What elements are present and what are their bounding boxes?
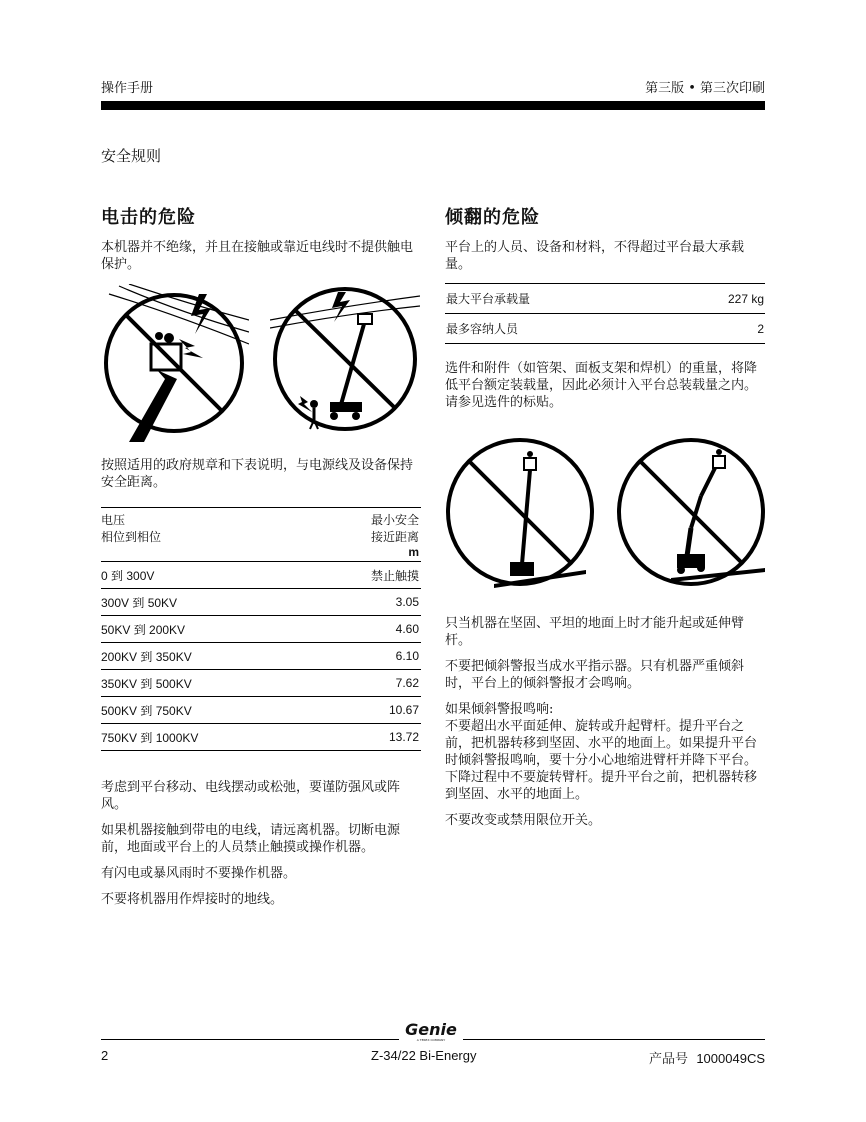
alarm-instructions: 不要超出水平面延伸、旋转或升起臂杆。提升平台之前，把机器转移到坚固、水平的地面上。如果提升平台时倾斜警报鸣响，要十分小心地缩进臂杆并降下平台。下降过程中不要旋转臂杆。提升平台之前，把机器转移到坚固、水平的地面上。 xyxy=(445,719,758,802)
load-table xyxy=(445,283,765,344)
contact-paragraph: 如果机器接触到带电的电线，请远离机器。切断电源前，地面或平台上的人员禁止触摸或操作机器。 xyxy=(101,823,401,855)
distance-paragraph: 按照适用的政府规章和下表说明，与电源线及设备保持安全距离。 xyxy=(101,458,414,490)
max-capacity-value: 227 kg xyxy=(667,284,765,314)
voltage-range: 500KV 到 750KV xyxy=(101,697,314,724)
phase-header: 相位到相位 xyxy=(101,530,162,544)
min-distance-value: 3.05 xyxy=(314,589,421,616)
right-paragraphs xyxy=(445,615,765,829)
voltage-range: 0 到 300V xyxy=(101,562,314,589)
prohibited-powerline-contact-icon xyxy=(99,284,249,442)
min-distance-value: 4.60 xyxy=(314,616,421,643)
table-row xyxy=(101,670,421,697)
voltage-range: 50KV 到 200KV xyxy=(101,616,314,643)
table-row xyxy=(101,697,421,724)
footer-rule-right xyxy=(463,1039,765,1040)
options-block xyxy=(445,360,765,411)
left-paragraphs xyxy=(101,779,423,908)
tip-over-intro: 平台上的人员、设备和材料，不得超过平台最大承载量。 xyxy=(445,240,745,272)
min-distance-value: 7.62 xyxy=(314,670,421,697)
voltage-table xyxy=(101,507,421,751)
unit-header: m xyxy=(408,545,419,559)
table-row xyxy=(101,589,421,616)
voltage-header: 电压 xyxy=(101,513,126,527)
electrocution-intro: 本机器并不绝缘，并且在接触或靠近电线时不提供触电保护。 xyxy=(101,240,414,272)
model-name: Z-34/22 Bi-Energy xyxy=(371,1048,477,1063)
min-distance-value: 13.72 xyxy=(314,724,421,751)
table-row xyxy=(101,616,421,643)
table-row xyxy=(101,724,421,751)
min-distance-value: 6.10 xyxy=(314,643,421,670)
right-column xyxy=(445,203,765,273)
genie-logo xyxy=(400,1022,462,1042)
alarm-paragraph: 不要把倾斜警报当成水平指示器。只有机器严重倾斜时，平台上的倾斜警报才会鸣响。 xyxy=(445,659,745,691)
table-row xyxy=(445,314,765,344)
page-number: 2 xyxy=(101,1048,109,1063)
prohibited-tilt-straight-boom-icon xyxy=(444,436,596,588)
wind-paragraph: 考虑到平台移动、电线摆动或松弛，要谨防强风或阵风。 xyxy=(101,780,401,812)
left-column xyxy=(101,203,423,273)
table-row xyxy=(445,284,765,314)
prohibited-tilt-articulating-boom-icon xyxy=(615,436,767,588)
voltage-range: 300V 到 50KV xyxy=(101,589,314,616)
min-distance-header-2: 接近距离 xyxy=(370,530,419,544)
max-capacity-label: 最大平台承载量 xyxy=(445,284,667,314)
voltage-range: 750KV 到 1000KV xyxy=(101,724,314,751)
header-edition: 第三版 • 第三次印刷 xyxy=(645,81,765,96)
ground-paragraph: 只当机器在坚固、平坦的地面上时才能升起或延伸臂杆。 xyxy=(445,616,745,648)
part-number: 1000049CS xyxy=(696,1051,765,1066)
electrocution-title: 电击的危险 xyxy=(101,207,196,228)
options-paragraph: 选件和附件（如管架、面板支架和焊机）的重量，将降低平台额定装载量，因此必须计入平台总装载量之内。请参见选件的标贴。 xyxy=(445,361,758,410)
table-row xyxy=(101,643,421,670)
genie-logo-subtitle: A TEREX COMPANY xyxy=(416,1038,446,1042)
header-manual-title: 操作手册 xyxy=(101,81,154,96)
alarm-heading: 如果倾斜警报鸣响: xyxy=(445,702,554,717)
table-row xyxy=(101,562,421,589)
welding-paragraph: 不要将机器用作焊接时的地线。 xyxy=(101,892,284,907)
part-number-block xyxy=(649,1048,765,1067)
prohibited-ground-contact-icon xyxy=(270,284,420,434)
voltage-range: 200KV 到 350KV xyxy=(101,643,314,670)
tip-over-title: 倾翻的危险 xyxy=(445,207,540,228)
lightning-paragraph: 有闪电或暴风雨时不要操作机器。 xyxy=(101,866,297,881)
footer-rule-left xyxy=(101,1039,399,1040)
distance-block xyxy=(101,457,423,491)
max-occupants-value: 2 xyxy=(667,314,765,344)
voltage-range: 350KV 到 500KV xyxy=(101,670,314,697)
min-distance-header-1: 最小安全 xyxy=(370,513,419,527)
min-distance-value: 10.67 xyxy=(314,697,421,724)
header-rule xyxy=(101,101,765,110)
min-distance-value: 禁止触摸 xyxy=(314,562,421,589)
part-number-label: 产品号 xyxy=(649,1052,689,1067)
section-title: 安全规则 xyxy=(101,147,162,165)
max-occupants-label: 最多容纳人员 xyxy=(445,314,667,344)
genie-logo-text: Genie xyxy=(405,1020,457,1039)
limit-switch-paragraph: 不要改变或禁用限位开关。 xyxy=(445,813,602,828)
